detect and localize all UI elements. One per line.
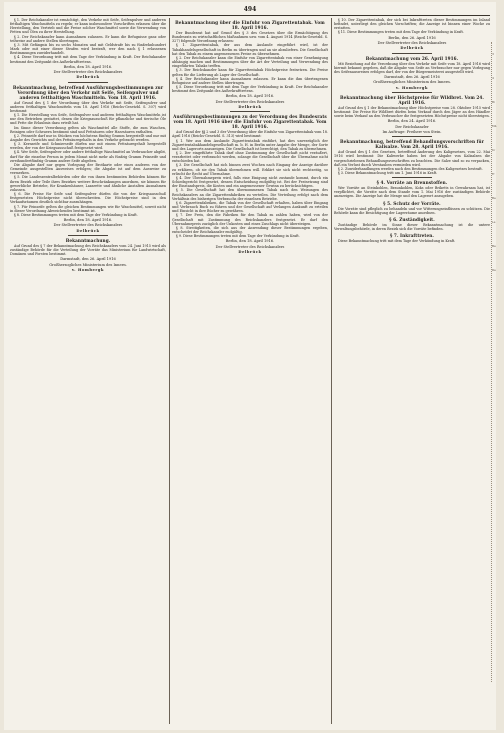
signatory-name: Delbrück <box>76 228 100 233</box>
section-heading: Bekanntmachung über die Einfuhr von Zigarettentabak. Vom 18. April 1916. <box>175 20 325 30</box>
section-heading: Bekanntmachung über Höchstpreise für Wildbret. Vom 24. April 1916. <box>340 94 484 105</box>
paragraph: Diese Bekanntmachung tritt mit dem Tage der Verkündung in Kraft. <box>338 239 456 244</box>
paragraph: Auf Grund des § 7 der Bekanntmachung des Reichskanzlers vom 24. Juni 1915 wird als zuständige Behörde für die Verteilung der Vorräte das Ministerium für Landwirtschaft, Domänen und Forsten bestimmt. <box>10 243 166 257</box>
paragraph: § 5. Diese Verordnung tritt mit dem Tage der Verkündung in Kraft. Der Reichskanzler bestimmt den Zeitpunkt des Außerkrafttretens. <box>172 85 328 94</box>
edge-mark: Mä <box>492 124 497 128</box>
header-rule <box>10 15 490 16</box>
signature-line: Berlin, den 26. April 1916 <box>388 35 436 40</box>
paragraph: Auf Grund des § 1 der Verordnung über den Verkehr mit Seife, Seifenpulver und anderen fetthaltigen Waschmitteln vom 18. April 1916 (Reichs-Gesetzbl. S. 307) wird bestimmt: <box>10 100 166 113</box>
section-separator <box>230 111 270 112</box>
paragraph: § 1. Der Reichskanzler ist ermächtigt, den Verkehr mit Seife, Seifenpulver und anderen fetthaltigen Waschmitteln zu regeln; er kann insbesondere Vorschriften erlassen über die Herstellung, den Vertrieb und die Preise solcher Waschmittel sowie die Verwendung von Fetten und Ölen zu ihrer Herstellung. <box>10 18 166 35</box>
signature-line: Berlin, den 18. April 1916. <box>63 64 113 69</box>
signature-line: Großherzogliches Ministerium des Innern. <box>373 80 451 85</box>
signatory-name: v. Hombergk <box>395 85 429 90</box>
paragraph: § 8. Diese Bestimmungen treten mit dem Tage der Verkündung in Kraft. <box>14 212 138 217</box>
edge-mark: Be <box>492 244 496 248</box>
signature-line: Großherzogliches Ministerium des Innern. <box>49 262 127 267</box>
edge-mark: Re <box>492 268 496 272</box>
section-heading: Bekanntmachung. <box>65 237 111 243</box>
section-heading: Bekanntmachung, betreffend Ausführungsbestimmungen zur Verordnung über den Verkehr mit Seife, Seifenpulver und anderen fetthaltigen Waschmitteln. Vom 18. April 1916. <box>12 84 164 100</box>
section-heading: § 7. Inkrafttreten. <box>390 233 434 239</box>
section-heading: § 4. Vorräte an Brennstoffen. <box>376 180 448 186</box>
paragraph: § 7. Für Feinseife gelten die gleichen Bestimmungen wie für Waschmittel, soweit nicht in dieser Verordnung Abweichendes bestimmt ist. <box>10 204 166 213</box>
paragraph: Auf Grund der §§ 2 und 3 der Verordnung über die Einfuhr von Zigarettentabak vom 18. April 1916 (Reichs-Gesetzbl. S. 313) wird bestimmt: <box>172 130 328 139</box>
edge-mark: Bi <box>492 100 495 104</box>
signature-line: Der Stellvertreter des Reichskanzlers <box>53 223 123 228</box>
paragraph: Auf Grund des § 1 des Gesetzes, betreffend Änderung des Kaligesetzes, vom 22. Mai 1916 wird bestimmt: Die Kaliwerke haben bei der Abgabe von Kalisalzen die vorgeschriebenen Behandlungsvorschriften zu beachten. Die Salze sind so zu verpacken, daß ein Verlust durch Verstauben vermieden wird. <box>334 150 490 167</box>
paragraph: Auf Grund des § 1 der Bekanntmachung über Höchstpreise vom 28. Oktober 1915 wird bestimmt: Die Preise für Wildbret dürfen beim Verkauf durch den Jäger an den Händler sowie beim Verkauf an den Verbraucher die festgesetzten Höchstpreise nicht übersteigen. <box>334 105 490 119</box>
edge-mark: 3 <box>492 52 494 56</box>
gazette-page <box>4 2 496 730</box>
paragraph: § 2. Der Reichskanzler kann Ausnahmen zulassen. Er kann die Befugnisse ganz oder teilweise auf andere Stellen übertragen. <box>10 34 166 43</box>
column-right <box>334 18 490 724</box>
page-number: 494 <box>243 6 257 13</box>
paragraph: § 5. Die Landeszentralbehörden oder die von ihnen bestimmten Behörden können für ihren Bezirk oder Teile ihres Bezirkes weitere Beschränkungen anordnen, sie können für gewerbliche Betriebe, für Krankenhäuser, Lazarette und ähnliche Anstalten Ausnahmen zulassen. <box>10 175 166 192</box>
signature-line: Berlin, den 18. April 1916. <box>225 94 275 99</box>
paragraph: § 2. Der eingeführte Tabak darf ohne Zustimmung der Gesellschaft nicht veräußert, verarbeitet oder verbraucht werden, solange die Gesellschaft über die Übernahme nicht entschieden hat. <box>172 151 328 164</box>
paragraph: § 7. Der Preis, den die Fabriken für den Tabak zu zahlen haben, wird von der Gesellschaft mit Zustimmung des Reichskanzlers festgesetzt. Er darf den Übernahmepreis zuzüglich der Unkosten und eines Zuschlags nicht übersteigen. <box>172 213 328 226</box>
section-heading: § 6. Zuständigkeit. <box>389 216 435 222</box>
paragraph: § 3. Kernseife und Schmierseife dürfen nur mit einem Fettsäuregehalt hergestellt werden, der von der Kriegsausschuß festgesetzt wird. <box>10 142 166 151</box>
column-divider <box>331 18 332 724</box>
paragraph: § 4. Diese Verordnung tritt mit dem Tage der Verkündung in Kraft. Der Reichskanzler bestimmt den Zeitpunkt des Außerkrafttretens. <box>10 55 166 64</box>
signature-line: Der Reichskanzler <box>395 124 429 129</box>
paragraph: § 1. Die Herstellung von Seife, Seifenpulver und anderen fetthaltigen Waschmitteln ist nur den Betrieben gestattet, denen die Kriegsausschuß für pflanzliche und tierische Öle und Fette die Erlaubnis dazu erteilt hat. <box>10 113 166 126</box>
paragraph: § 1. Wer aus dem Auslande Zigarettentabak einführt, hat dies unverzüglich der Zigarettentabakhandelsgesellschaft m. b. H. in Berlin unter Angabe der Menge, der Sorte und des Lagerorts anzuzeigen. Die Gesellschaft ist berechtigt, den Tabak zu übernehmen. <box>172 138 328 151</box>
signature-line: Berlin, den 24. April 1916. <box>387 119 437 124</box>
section-separator <box>392 92 432 93</box>
signatory-name: Delbrück <box>400 46 424 51</box>
column-middle <box>172 18 328 724</box>
paragraph: Die Vorräte sind pfleglich zu behandeln und vor Witterungseinflüssen zu schützen. Die Behörde kann die Besichtigung der Lagerräume anordnen. <box>334 206 490 215</box>
section-heading: § 5. Schutz der Vorräte. <box>383 200 441 206</box>
paragraph: § 10. Der Zigarettentabak, der sich bei Inkrafttreten dieser Bestimmungen im Inland befindet, unterliegt den gleichen Vorschriften; die Anzeige ist binnen einer Woche zu erstatten. <box>334 18 490 31</box>
paragraph: § 2. Zuwiderhandlungen werden nach den Bestimmungen des Kaligesetzes bestraft. <box>338 166 483 171</box>
paragraph: § 3. Die Gesellschaft hat sich binnen zwei Wochen nach Eingang der Anzeige darüber zu erklären, ob sie den Tabak übernehmen will. Erklärt sie sich nicht rechtzeitig, so erlischt ihr Recht auf Übernahme. <box>172 163 328 176</box>
paragraph: § 11. Diese Bestimmungen treten mit dem Tage der Verkündung in Kraft. <box>338 30 464 35</box>
section-separator <box>68 235 108 236</box>
paragraph: § 5. Die Gesellschaft hat den übernommenen Tabak nach den Weisungen des Reichskanzlers an die Zigarettenfabriken zu verteilen. Die Verteilung erfolgt nach dem Verhältnis des bisherigen Verbrauchs der einzelnen Betriebe. <box>172 188 328 201</box>
paragraph: Im Sinne dieser Verordnung gelten als Waschmittel alle Stoffe, die zum Waschen, Reinigen oder Scheuern bestimmt sind und Fettsäuren oder Harzsäuren enthalten. <box>10 125 166 134</box>
paragraph: § 4. Der Reichskanzler kann Ausnahmen zulassen. Er kann die ihm übertragenen Befugnisse auf andere Stellen übertragen. <box>172 76 328 85</box>
signature-line: Darmstadt, den 26. April 1916 <box>60 257 116 262</box>
column-divider <box>169 18 170 724</box>
paragraph: § 9. Diese Bestimmungen treten mit dem Tage der Verkündung in Kraft. <box>176 234 300 239</box>
paragraph: § 3. Mit Gefängnis bis zu sechs Monaten und mit Geldstrafe bis zu fünfzehnhundert Mark oder mit einer dieser Strafen wird bestraft, wer den nach § 1 erlassenen Bestimmungen zuwiderhandelt. <box>10 42 166 56</box>
section-heading: Bekanntmachung, betreffend Behandlungsvorschriften für Kalisalze. Vom 28. April 1916. <box>339 139 485 150</box>
paragraph: Wer Vorräte an Steinkohlen, Braunkohlen, Koks oder Briketts in Gewahrsam hat, ist verpflichtet, die Vorräte nach dem Stande vom 1. Mai 1916 der zuständigen Behörde anzuzeigen. Die Anzeige hat die Menge und den Lagerort anzugeben. <box>334 186 490 199</box>
edge-mark: Le <box>492 220 496 224</box>
signature-line: Der Stellvertreter des Reichskanzlers <box>53 70 123 75</box>
signature-line: Der Stellvertreter des Reichskanzlers <box>215 99 285 104</box>
paragraph: § 1. Zigarettentabak, der aus dem Auslande eingeführt wird, ist der Tabakhandelsgesellschaft in Berlin zu übertragen und an sie abzuliefern. Die Gesellschaft hat den Tabak zu einem angemessenen Preise zu übernehmen. <box>172 43 328 56</box>
edge-mark: Kr <box>492 148 496 152</box>
paragraph: § 6. Zigarettenfabriken, die Tabak von der Gesellschaft erhalten, haben über Eingang und Verbrauch Buch zu führen und der Gesellschaft auf Verlangen Auskunft zu erteilen und Einsicht in ihre Bücher zu gewähren. <box>172 200 328 214</box>
section-separator <box>392 136 432 137</box>
paragraph: § 8. Streitigkeiten, die sich aus der Anwendung dieser Bestimmungen ergeben, entscheidet der Reichskanzler endgültig. <box>172 225 328 234</box>
section-separator <box>392 53 432 54</box>
signature-line: Berlin, den 18. April 1916. <box>225 239 275 244</box>
paragraph: Zuständige Behörde im Sinne dieser Bekanntmachung ist die untere Verwaltungsbehörde, in deren Bezirk sich die Vorräte befinden. <box>334 222 490 232</box>
paragraph: § 4. Wer Seife, Seifenpulver oder andere fetthaltige Waschmittel an Verbraucher abgibt, darf für die einzelne Person in jedem Monat nicht mehr als fünfzig Gramm Feinseife und zweihundertfünfzig Gramm andere Seife abgeben. <box>10 150 166 163</box>
paragraph: Mit Beziehung auf die Verordnung über den Verkehr mit Seife vom 18. April 1916 wird hiermit bekannt gegeben, daß die Abgabe von Seife an Verbraucher nur gegen Vorlegung des Seifenausweises erfolgen darf, der von der Bürgermeisterei ausgestellt wird. <box>334 61 490 74</box>
paragraph: § 4. Der Übernahmepreis wird, falls eine Einigung nicht zustande kommt, durch ein Schiedsgericht festgesetzt, dessen Entscheidung endgültig ist. Bei der Festsetzung sind der Einstandspreis, die Kosten und ein angemessener Gewinn zu berücksichtigen. <box>172 175 328 189</box>
column-left <box>10 18 166 724</box>
paragraph: Der Bundesrat hat auf Grund des § 3 des Gesetzes über die Ermächtigung des Bundesrats zu wirtschaftlichen Maßnahmen usw. vom 4. August 1914 (Reichs-Gesetzbl. S. 327) folgende Verordnung erlassen: <box>172 31 328 44</box>
signature-line: Berlin, den 18. April 1916. <box>63 217 113 222</box>
section-separator <box>392 177 432 178</box>
paragraph: § 3. Diese Bekanntmachung tritt am 1. Juni 1916 in Kraft. <box>338 171 438 176</box>
paragraph: Die Abgabe darf nur gegen Vorlegung der Brotkarte oder eines anderen von der Gemeinde ausgestellten Ausweises erfolgen; die Abgabe ist auf dem Ausweise zu vermerken. <box>10 162 166 176</box>
signatory-name: Delbrück <box>76 75 100 80</box>
signature-line: Der Stellvertreter des Reichskanzlers <box>377 40 447 45</box>
signatory-name: Delbrück <box>238 104 262 109</box>
paragraph: § 2. Feinseife darf nur in Stücken von höchstens fünfzig Gramm hergestellt und nur mit Angabe des Gewichts und des Fettsäuregehalts in den Verkehr gebracht werden. <box>10 133 166 143</box>
section-heading: Ausführungsbestimmungen zu der Verordnung des Bundesrats vom 18. April 1916 über die Einfuhr von Zigarettentabak. Vom 18. April 1916. <box>173 114 327 130</box>
signature-line: Im Auftrage: Freiherr von Stein. <box>382 129 442 134</box>
paragraph: § 2. Der Reichskanzler kann die Einfuhr von Zigarettentabak von einer Genehmigung abhängig machen und Bestimmungen über die Art der Verteilung und Verwendung des eingeführten Tabaks treffen. <box>172 55 328 69</box>
signature-line: Darmstadt, den 26. April 1916 <box>384 74 440 79</box>
section-separator <box>68 82 108 83</box>
margin-edge-marks <box>491 42 496 682</box>
section-heading: Bekanntmachung vom 26. April 1916. <box>365 55 459 61</box>
signatory-name: Delbrück <box>238 249 262 254</box>
edge-mark: Be <box>492 196 496 200</box>
edge-mark: Fr <box>492 172 495 176</box>
signature-line: Der Stellvertreter des Reichskanzlers <box>215 244 285 249</box>
paragraph: § 3. Der Reichskanzler kann für Zigarettentabak Höchstpreise festsetzen. Die Preise gelten für die Lieferung ab Lager der Gesellschaft. <box>172 68 328 77</box>
signatory-name: v. Hombergk <box>71 267 105 272</box>
paragraph: § 6. Die Preise für Seife und Seifenpulver dürfen die von der Kriegsausschuß festgesetzten Höchstpreise nicht überschreiten. Die Höchstpreise sind in den Verkaufsräumen deutlich sichtbar auszuhängen. <box>10 192 166 205</box>
edge-mark: 4 <box>492 76 494 80</box>
